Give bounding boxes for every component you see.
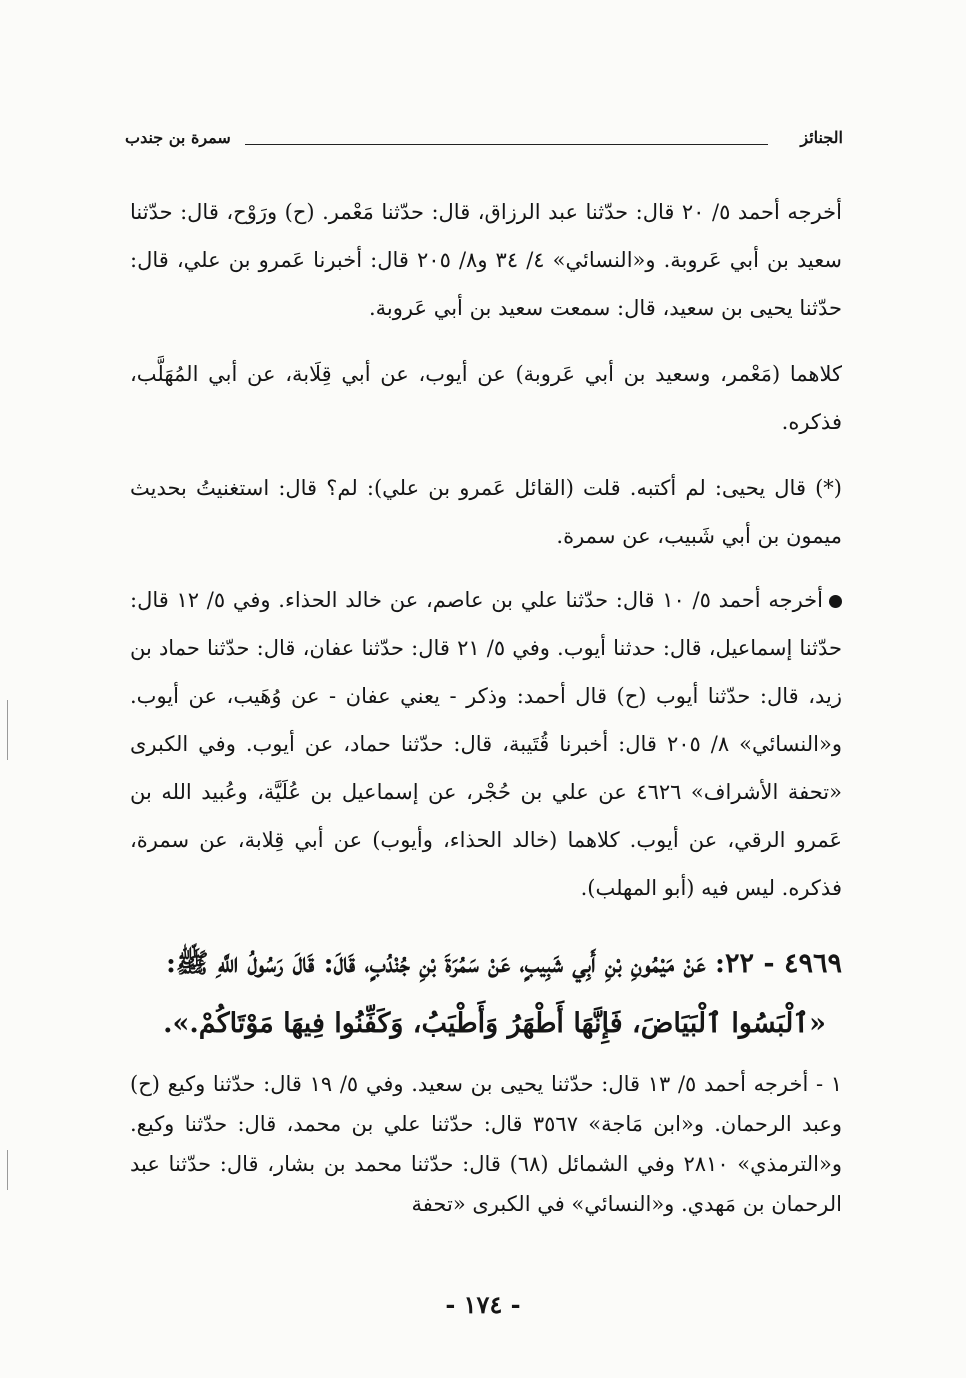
hadith-heading: ٤٩٦٩ - ٢٢: عَنْ مَيْمُونِ بْنِ أَبِي شَبِيبٍ، عَنْ سَمُرَةَ بْنِ جُنْدُبٍ، قَالَ: قَالَ رَسُولُ اللَّهِ ﷺ: <box>165 948 842 979</box>
takhrij-paragraph-2: كلاهما (مَعْمر، وسعيد بن أبي عَروبة) عن أيوب، عن أبي قِلَابة، عن أبي المُهَلَّب، فذكره. <box>130 362 842 434</box>
takhrij-paragraph-3 <box>130 576 842 912</box>
section-title: سمرة بن جندب <box>125 128 231 147</box>
note-paragraph: (*) قال يحيى: لم أكتبه. قلت (القائل عَمرو بن علي): لم؟ قال: استغنيتُ بحديث ميمون بن أبي شَبيب، عن سمرة. <box>130 476 842 548</box>
page-body <box>130 188 842 1245</box>
scan-margin-mark <box>7 700 8 760</box>
footnote: ١ - أخرجه أحمد ٥/ ١٣ قال: حدّثنا يحيى بن سعيد. وفي ٥/ ١٩ قال: حدّثنا وكيع (ح) وعبد الرحمان. و«ابن مَاجة» ٣٥٦٧ قال: حدّثنا علي بن محمد، قال: حدّثنا وكيع. و«الترمذي» ٢٨١٠ وفي الشمائل (٦٨) قال: حدّثنا محمد بن بشار، قال: حدّثنا عبد الرحمان بن مَهدي. و«النسائي» في الكبرى «تحفة <box>130 1072 842 1216</box>
hadith-block <box>130 938 842 1052</box>
hadith-quote: «ٱلْبَسُوا ٱلْبَيَاضَ، فَإِنَّهَا أَطْهَرُ وَأَطْيَبُ، وَكَفِّنُوا فِيهَا مَوْتَاكُمْ.». <box>163 1008 826 1039</box>
running-header <box>125 120 843 154</box>
takhrij-paragraph-3-text: أخرجه أحمد ٥/ ١٠ قال: حدّثنا علي بن عاصم، عن خالد الحذاء. وفي ٥/ ١٢ قال: حدّثنا إسماعيل، قال: حدثنا أيوب. وفي ٥/ ٢١ قال: حدّثنا عفان، قال: حدّثنا حماد بن زيد، قال: حدّثنا أيوب (ح) قال أحمد: وذكر - يعني عفان - عن وُهَيب، عن أيوب. و«النسائي» ٨/ ٢٠٥ قال: أخبرنا قُتَيبة، قال: حدّثنا حماد، عن أيوب. وفي الكبرى «تحفة الأشراف» ٤٦٢٦ عن علي بن حُجْر، عن إسماعيل بن عُلَيَّة، وعُبيد الله بن عَمرو الرقي، عن أيوب. كلاهما (خالد الحذاء، وأيوب) عن أبي قِلابة، عن سمرة، فذكره. ليس فيه (أبو المهلب). <box>130 588 842 900</box>
chapter-title: الجنائز <box>800 128 843 147</box>
bullet-icon <box>829 595 842 608</box>
page-number: - ١٧٤ - <box>445 1290 521 1319</box>
takhrij-paragraph-1: أخرجه أحمد ٥/ ٢٠ قال: حدّثنا عبد الرزاق، قال: حدّثنا مَعْمر. (ح) ورَوْح، قال: حدّثنا سعيد بن أبي عَروبة. و«النسائي» ٤/ ٣٤ و٨/ ٢٠٥ قال: أخبرنا عَمرو بن علي، قال: حدّثنا يحيى بن سعيد، قال: سمعت سعيد بن أبي عَروبة. <box>130 200 842 320</box>
header-rule <box>245 144 768 145</box>
scan-margin-mark <box>7 1150 8 1190</box>
